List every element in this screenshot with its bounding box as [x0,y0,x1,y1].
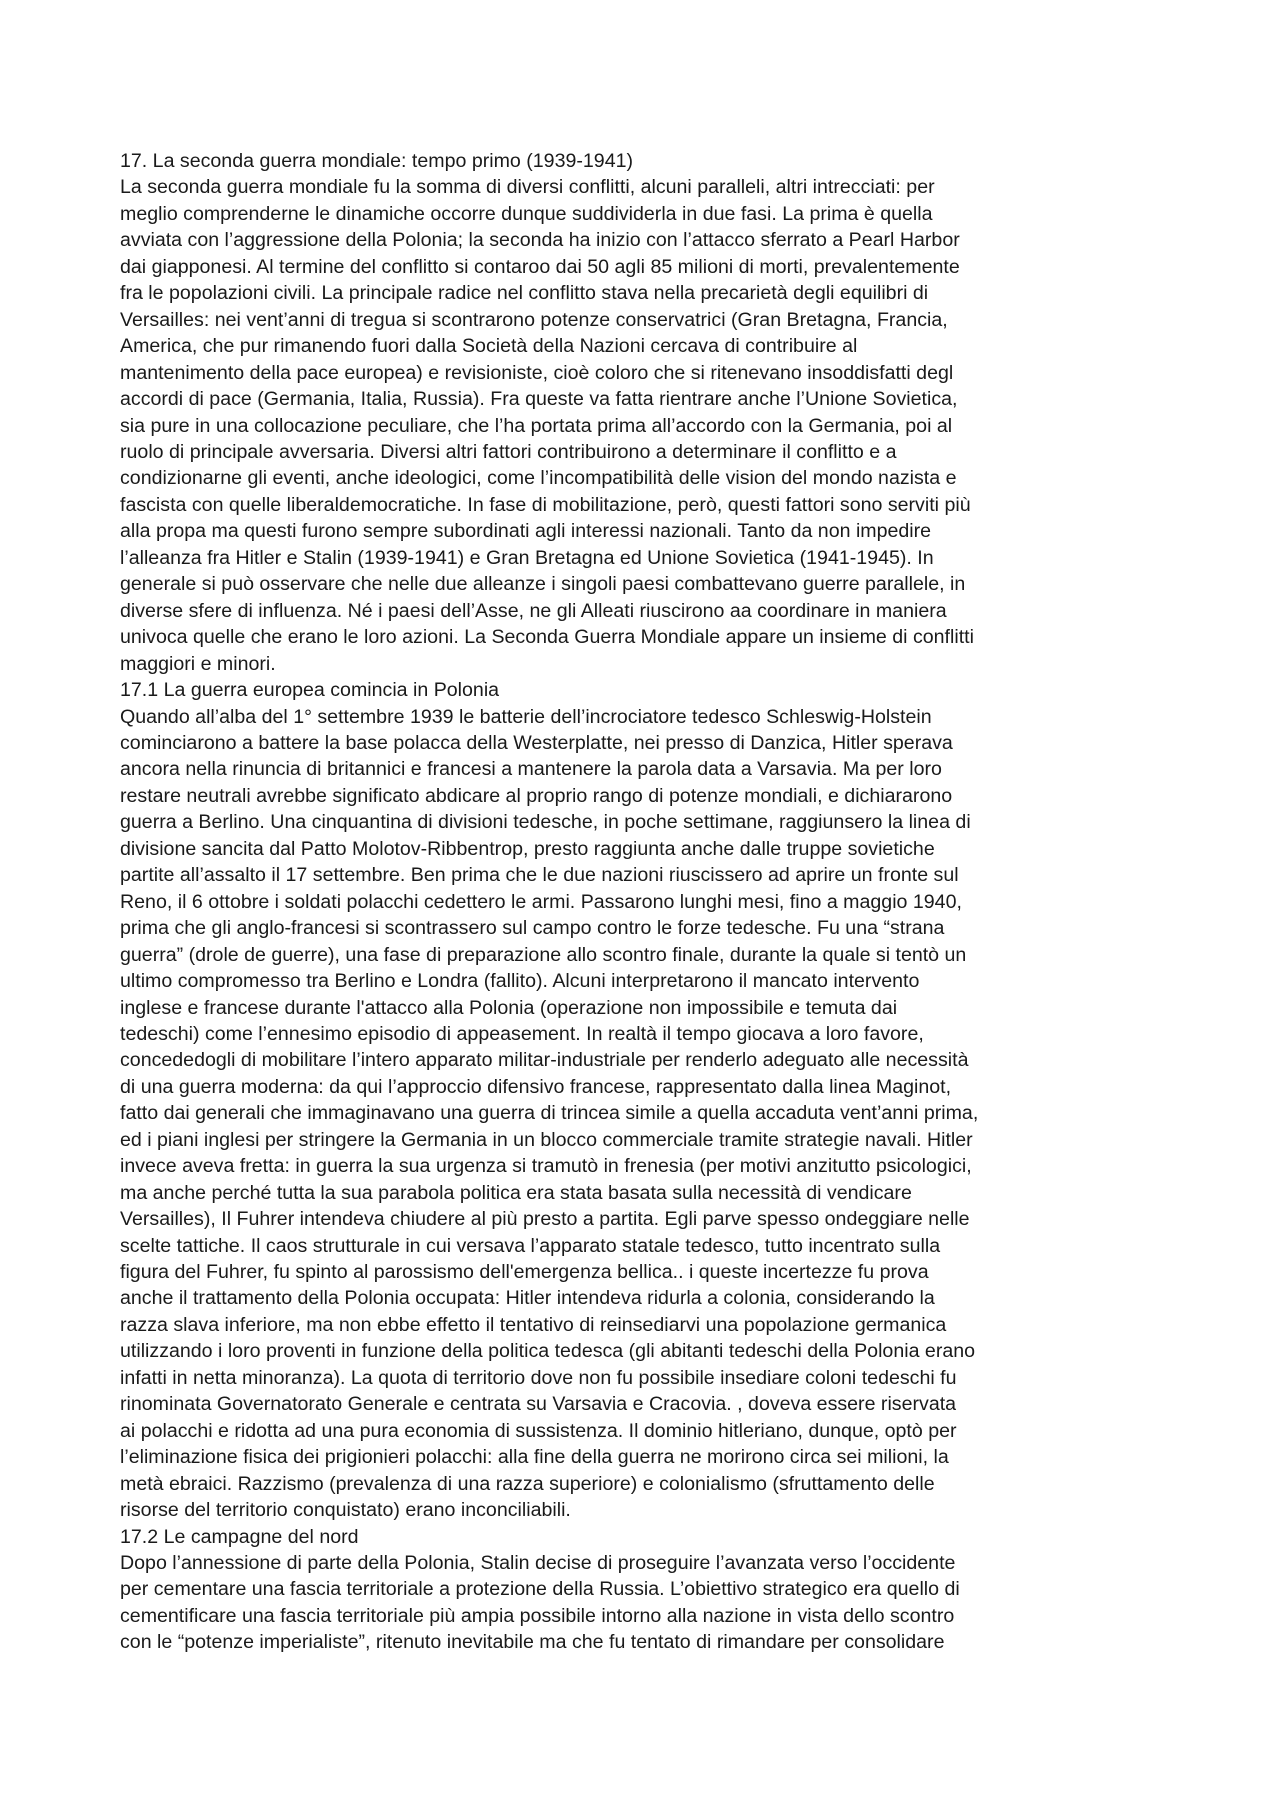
section-polonia [120,677,1165,1524]
document-page [120,148,1165,1656]
section-intro [120,148,1165,677]
section-paragraph: Quando all’alba del 1° settembre 1939 le batterie dell’incrociatore tedesco Schleswig-Holstein cominciarono a battere la base polacca della Westerplatte, nei presso di Danzica, Hitler sperava ancora nella rinuncia di britannici e francesi a mantenere la parola data a Varsavia. Ma per loro restare neutrali avrebbe significato abdicare al proprio rango di potenze mondiali, e dichiararono guerra a Berlino. Una cinquantina di divisioni tedesche, in poche settimane, raggiunsero la linea di divisione sancita dal Patto Molotov-Ribbentrop, presto raggiunta anche dalle truppe sovietiche partite all’assalto il 17 settembre. Ben prima che le due nazioni riuscissero ad aprire un fronte sul Reno, il 6 ottobre i soldati polacchi cedettero le armi. Passarono lunghi mesi, fino a maggio 1940, prima che gli anglo-francesi si scontrassero sul campo contro le forze tedesche. Fu una “strana guerra” (drole de guerre), una fase di preparazione allo scontro finale, durante la quale si tentò un ultimo compromesso tra Berlino e Londra (fallito). Alcuni interpretarono il mancato intervento inglese e francese durante l'attacco alla Polonia (operazione non impossibile e temuta dai tedeschi) come l’ennesimo episodio di appeasement. In realtà il tempo giocava a loro favore, concededogli di mobilitare l’intero apparato militar-industriale per renderlo adeguato alle necessità di una guerra moderna: da qui l’approccio difensivo francese, rappresentato dalla linea Maginot, fatto dai generali che immaginavano una guerra di trincea simile a quella accaduta vent’anni prima, ed i piani inglesi per stringere la Germania in un blocco commerciale tramite strategie navali. Hitler invece aveva fretta: in guerra la sua urgenza si tramutò in frenesia (per motivi anzitutto psicologici, ma anche perché tutta la sua parabola politica era stata basata sulla necessità di vendicare Versailles), Il Fuhrer intendeva chiudere al più presto a partita. Egli parve spesso ondeggiare nelle scelte tattiche. Il caos strutturale in cui versava l’apparato statale tedesco, tutto incentrato sulla figura del Fuhrer, fu spinto al parossismo dell'emergenza bellica.. i queste incertezze fu prova anche il trattamento della Polonia occupata: Hitler intendeva ridurla a colonia, considerando la razza slava inferiore, ma non ebbe effetto il tentativo di reinsediarvi una popolazione germanica utilizzando i loro proventi in funzione della politica tedesca (gli abitanti tedeschi della Polonia erano infatti in netta minoranza). La quota di territorio dove non fu possibile insediare coloni tedeschi fu rinominata Governatorato Generale e centrata su Varsavia e Cracovia. , doveva essere riservata ai polacchi e ridotta ad una pura economia di sussistenza. Il dominio hitleriano, dunque, optò per l’eliminazione fisica dei prigionieri polacchi: alla fine della guerra ne morirono circa sei milioni, la metà ebraici. Razzismo (prevalenza di una razza superiore) e colonialismo (sfruttamento delle risorse del territorio conquistato) erano inconciliabili. [120,705,979,1522]
section-paragraph: Dopo l’annessione di parte della Polonia, Stalin decise di proseguire l’avanzata verso l’occidente per cementare una fascia territoriale a protezione della Russia. L’obiettivo strategico era quello di cementificare una fascia territoriale più ampia possibile intorno alla nazione in vista dello scontro con le “potenze imperialiste”, ritenuto inevitabile ma che fu tentato di rimandare per consolidare [120,1552,960,1654]
section-heading: 17.1 La guerra europea comincia in Polonia [120,679,500,702]
section-heading: 17.2 Le campagne del nord [120,1525,359,1548]
section-heading: 17. La seconda guerra mondiale: tempo primo (1939-1941) [120,150,634,172]
section-paragraph: La seconda guerra mondiale fu la somma di diversi conflitti, alcuni paralleli, altri intrecciati: per meglio comprenderne le dinamiche occorre dunque suddividerla in due fasi. La prima è quella avviata con l’aggressione della Polonia; la seconda ha inizio con l’attacco sferrato a Pearl Harbor dai giapponesi. Al termine del conflitto si contaroo dai 50 agli 85 milioni di morti, prevalentemente fra le popolazioni civili. La principale radice nel conflitto stava nella precarietà degli equilibri di Versailles: nei vent’anni di tregua si scontrarono potenze conservatrici (Gran Bretagna, Francia, America, che pur rimanendo fuori dalla Società della Nazioni cercava di contribuire al mantenimento della pace europea) e revisioniste, cioè coloro che si ritenevano insoddisfatti degl accordi di pace (Germania, Italia, Russia). Fra queste va fatta rientrare anche l’Unione Sovietica, sia pure in una collocazione peculiare, che l’ha portata prima all’accordo con la Germania, poi al ruolo di principale avversaria. Diversi altri fattori contribuirono a determinare il conflitto e a condizionarne gli eventi, anche ideologici, come l’incompatibilità delle vision del mondo nazista e fascista con quelle liberaldemocratiche. In fase di mobilitazione, però, questi fattori sono serviti più alla propa ma questi furono sempre subordinati agli interessi nazionali. Tanto da non impedire l’alleanza fra Hitler e Stalin (1939-1941) e Gran Bretagna ed Unione Sovietica (1941-1945). In generale si può osservare che nelle due alleanze i singoli paesi combattevano guerre parallele, in diverse sfere di influenza. Né i paesi dell’Asse, ne gli Alleati riuscirono aa coordinare in maniera univoca quelle che erano le loro azioni. La Seconda Guerra Mondiale appare un insieme di conflitti maggiori e minori. [120,176,974,675]
section-campagne-nord [120,1524,1165,1656]
